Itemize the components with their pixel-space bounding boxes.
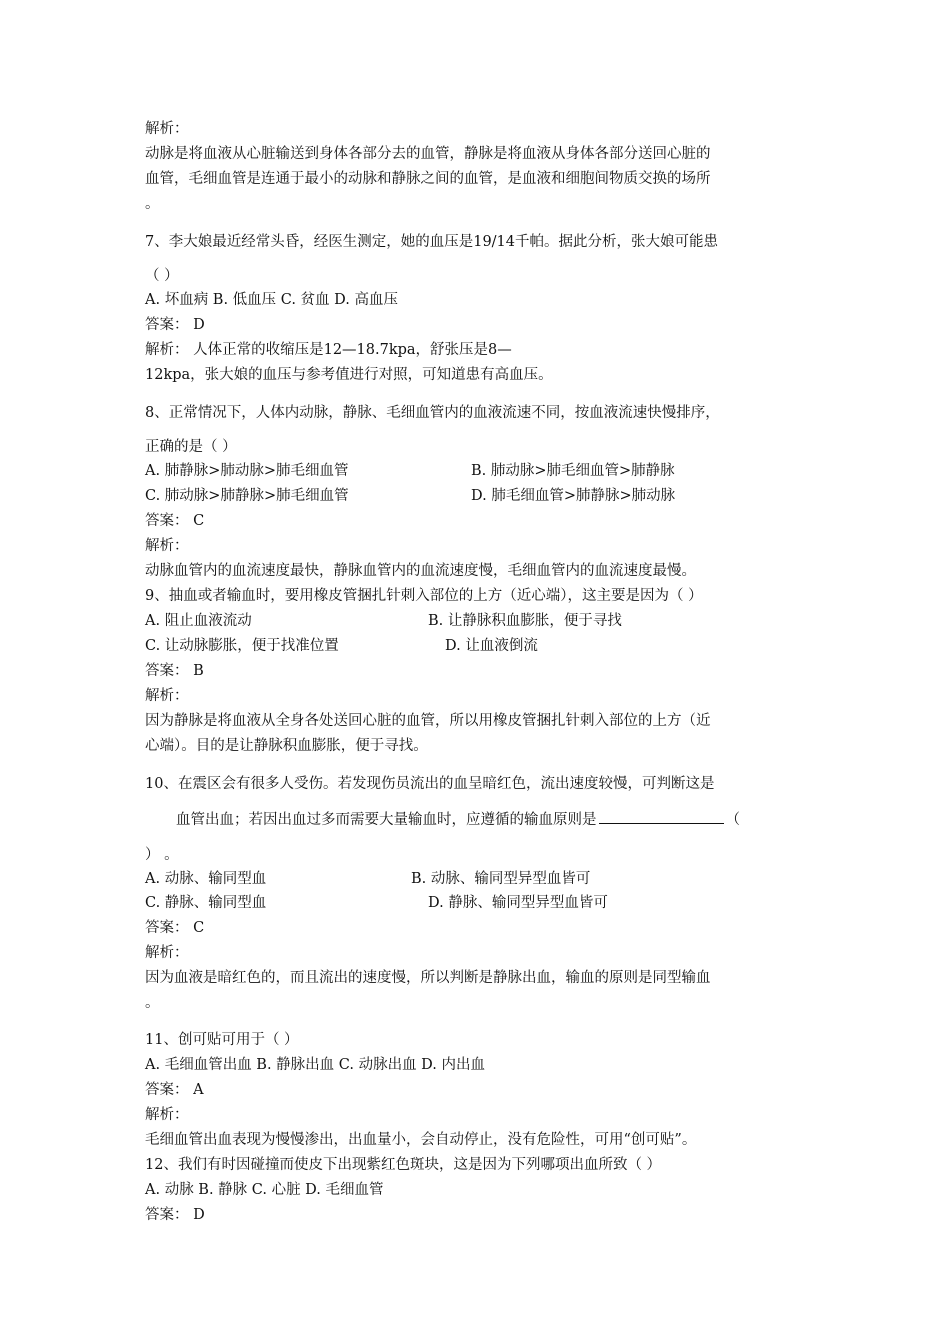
option-d: D. 肺毛细血管>肺静脉>肺动脉 [471,488,676,504]
question-stem-text: 血管出血；若因出血过多而需要大量输血时，应遵循的输血原则是 [176,812,597,828]
answer: 答案： D [145,317,205,333]
question-stem: （ ） [145,268,179,284]
question-stem: 10、在震区会有很多人受伤。若发现伤员流出的血呈暗红色，流出速度较慢，可判断这是 [145,776,715,792]
option-a: A. 动脉、输同型血 [145,871,267,887]
analysis-text: 心端）。目的是让静脉积血膨胀，便于寻找。 [145,738,428,754]
question-stem: 正确的是（ ） [145,439,237,455]
question-stem-text: （ [725,812,740,828]
question-stem: 9、抽血或者输血时，要用橡皮管捆扎针刺入部位的上方（近心端），这主要是因为（ ） [145,588,703,604]
option-b: B. 动脉、输同型异型血皆可 [411,871,591,887]
option-d: D. 静脉、输同型异型血皆可 [428,895,608,911]
analysis-text: 因为静脉是将血液从全身各处送回心脏的血管，所以用橡皮管捆扎针刺入部位的上方（近 [145,713,711,729]
answer: 答案： B [145,663,204,679]
analysis-text: 解析： 人体正常的收缩压是12—18.7kpa，舒张压是8— [145,342,512,358]
analysis-text: 。 [145,196,160,212]
analysis-label: 解析： [145,688,189,704]
option-d: D. 让血液倒流 [445,638,538,654]
analysis-label: 解析： [145,538,189,554]
option-b: B. 让静脉积血膨胀，便于寻找 [428,613,622,629]
answer-blank [599,809,724,824]
analysis-text: 毛细血管出血表现为慢慢渗出，出血量小，会自动停止，没有危险性，可用“创可贴”。 [145,1132,697,1148]
analysis-text: 。 [145,995,160,1011]
question-stem [176,809,740,830]
answer: 答案： D [145,1207,205,1223]
question-options: A. 动脉 B. 静脉 C. 心脏 D. 毛细血管 [145,1182,384,1198]
analysis-text: 血管，毛细血管是连通于最小的动脉和静脉之间的血管，是血液和细胞间物质交换的场所 [145,171,711,187]
analysis-text: 动脉是将血液从心脏输送到身体各部分去的血管，静脉是将血液从身体各部分送回心脏的 [145,146,711,162]
analysis-label: 解析： [145,1107,189,1123]
option-c: C. 让动脉膨胀，便于找准位置 [145,638,339,654]
question-stem: ） 。 [145,847,179,863]
analysis-text: 因为血液是暗红色的，而且流出的速度慢，所以判断是静脉出血，输血的原则是同型输血 [145,970,711,986]
question-stem: 8、正常情况下，人体内动脉，静脉、毛细血管内的血液流速不同，按血液流速快慢排序， [145,405,720,421]
question-stem: 12、我们有时因碰撞而使皮下出现紫红色斑块，这是因为下列哪项出血所致（ ） [145,1157,662,1173]
analysis-label: 解析： [145,945,189,961]
option-c: C. 肺动脉>肺静脉>肺毛细血管 [145,488,349,504]
question-options: A. 毛细血管出血 B. 静脉出血 C. 动脉出血 D. 内出血 [145,1057,486,1073]
option-a: A. 肺静脉>肺动脉>肺毛细血管 [145,463,349,479]
analysis-label: 解析： [145,121,189,137]
answer: 答案： C [145,513,205,529]
analysis-text: 动脉血管内的血流速度最快，静脉血管内的血流速度慢，毛细血管内的血流速度最慢。 [145,563,696,579]
option-c: C. 静脉、输同型血 [145,895,267,911]
answer: 答案： A [145,1082,204,1098]
analysis-text: 12kpa，张大娘的血压与参考值进行对照，可知道患有高血压。 [145,367,553,383]
option-b: B. 肺动脉>肺毛细血管>肺静脉 [471,463,675,479]
question-stem: 7、李大娘最近经常头昏，经医生测定，她的血压是19/14千帕。据此分析，张大娘可能患 [145,234,719,250]
question-stem: 11、创可贴可用于（ ） [145,1032,299,1048]
answer: 答案： C [145,920,205,936]
option-a: A. 阻止血液流动 [145,613,252,629]
question-options: A. 坏血病 B. 低血压 C. 贫血 D. 高血压 [145,292,399,308]
